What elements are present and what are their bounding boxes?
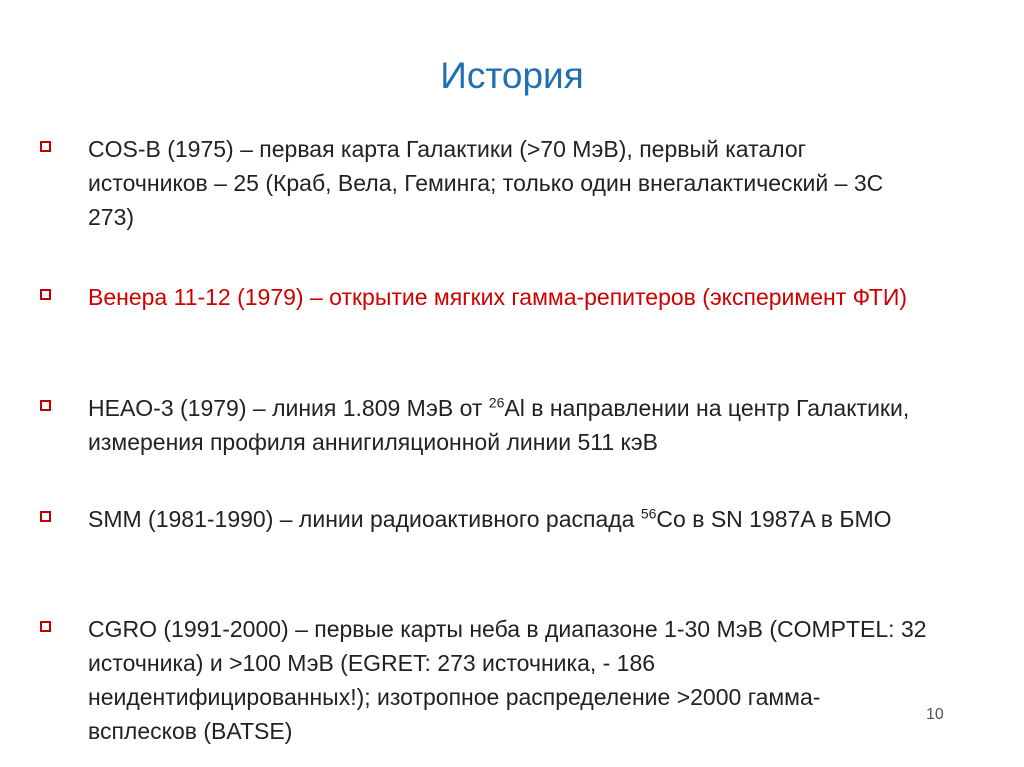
list-item-text: COS-B (1975) – первая карта Галактики (>70 МэВ), первый каталог источников – 25 (Краб, Вела, Геминга; только один внегалактический – 3C 273) xyxy=(88,136,884,230)
square-bullet-icon xyxy=(40,400,51,411)
slide-title: История xyxy=(440,55,584,96)
list-item-text: CGRO (1991-2000) – первые карты неба в диапазоне 1-30 МэВ (COMPTEL: 32 источника) и >100 МэВ (EGRET: 273 источника, - 186 неидентифицированных!); изотропное распределение >2000 гамма-всплесков (BATSE) xyxy=(88,616,927,744)
list-item-text xyxy=(88,502,928,536)
list-item-text: Венера 11-12 (1979) – открытие мягких гамма-репитеров (эксперимент ФТИ) xyxy=(88,284,908,310)
square-bullet-icon xyxy=(40,141,51,152)
list-item-text-part: Al в направлении на центр Галактики, измерения профиля аннигиляционной линии 511 кэВ xyxy=(88,395,910,455)
list-item-text-part: HEAO-3 (1979) – линия 1.809 МэВ от xyxy=(88,395,489,421)
isotope-mass-number: 56 xyxy=(640,505,657,522)
square-bullet-icon xyxy=(40,621,51,632)
list-item-text-part: SMM (1981-1990) – линии радиоактивного распада xyxy=(88,506,641,532)
isotope-mass-number: 26 xyxy=(488,394,505,411)
page-number: 10 xyxy=(926,706,944,723)
list-item-text-part: Co в SN 1987A в БМО xyxy=(656,506,892,532)
square-bullet-icon xyxy=(40,511,51,522)
list-item-text xyxy=(88,391,928,459)
square-bullet-icon xyxy=(40,289,51,300)
